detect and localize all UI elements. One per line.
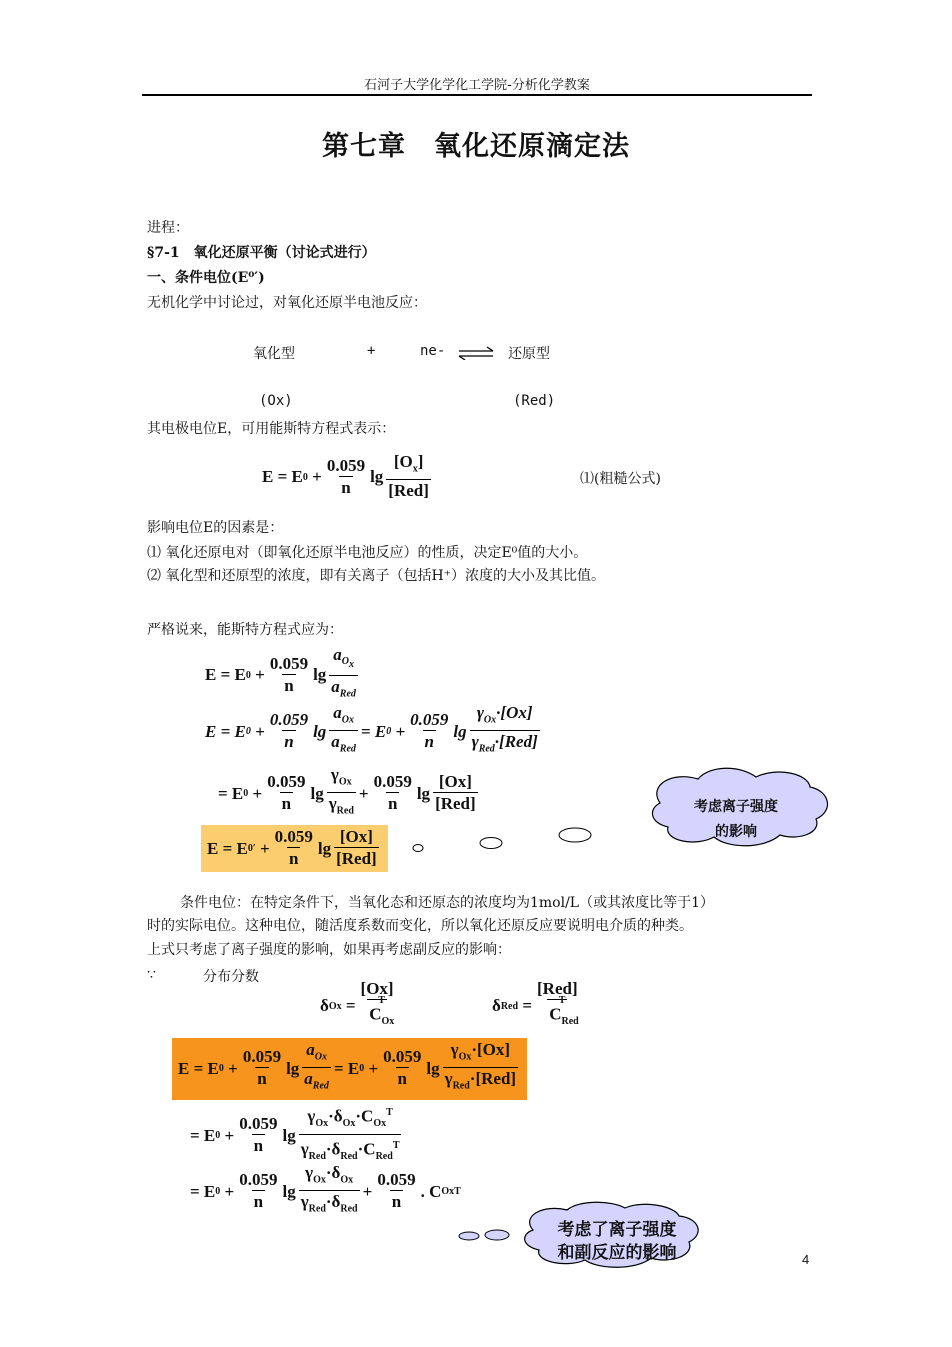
intro-text: 无机化学中讨论过，对氧化还原半电池反应：	[147, 295, 427, 311]
nernst-equation-rough: E = E 0 + 0.059 n lg $[O_x]$ [Red]	[262, 452, 429, 501]
progress-label: 进程：	[147, 220, 189, 236]
reaction-ox-abbr: (Ox)	[259, 393, 293, 409]
reaction-red-abbr: (Red)	[513, 393, 556, 409]
nernst-intro: 其电极电位E，可用能斯特方程式表示：	[147, 421, 396, 437]
delta-red-equation: δ Red = [Red] $C_{Red}^T$	[492, 979, 583, 1033]
page-number: 4	[802, 1252, 810, 1267]
reaction-plus: +	[367, 343, 376, 359]
subsection-title: 一、条件电位(E⁰′)	[147, 270, 265, 286]
page-header: 石河子大学化学化工学院-分析化学教案	[364, 78, 590, 93]
nernst-split-equation: = E 0 + 0.059 n lg $\gamma_{Ox}$ $\gamma_{Red}$ + 0.059 n lg [Ox] [Red]	[218, 765, 481, 823]
callout2-line1: 考虑了离子强度	[557, 1220, 677, 1240]
section-title: §7-1 氧化还原平衡（讨论式进行）	[147, 245, 376, 261]
paragraph-line3: 上式只考虑了离子强度的影响，如果再考虑副反应的影响：	[147, 942, 511, 958]
distribution-label: 分布分数	[203, 969, 259, 985]
conditional-potential-equation: E = E 0′ + 0.059 n lg [Ox] [Red]	[201, 825, 388, 872]
reaction-ox: 氧化型	[253, 346, 295, 362]
delta-substituted-equation: = E 0 + 0.059 n lg $\gamma_{Ox}\cdot\delta_{Ox}\cdot C_{Ox}^T$ $\gamma_{Red}\cdot\delta_{Red}\cdot C_{Red}^T$	[190, 1103, 404, 1168]
nernst-gamma-equation: E = E 0 + 0.059 n lg $a_{Ox}$ $a_{Red}$ = E 0 + 0.059 n lg $\gamma_{Ox}\cdot[Ox]$ $\gamma_{Red}\cdot[Red]$	[205, 703, 543, 761]
header-rule	[142, 94, 812, 96]
strict-intro: 严格说来，能斯特方程式应为：	[147, 622, 343, 638]
callout2-line2: 和副反应的影响	[557, 1243, 677, 1263]
callout1-line2: 的影响	[715, 824, 757, 840]
chapter-title: 第七章 氧化还原滴定法	[322, 131, 630, 162]
paragraph-line1: 条件电位：在特定条件下，当氧化态和还原态的浓度均为1mol/L（或其浓度比等于1）	[180, 895, 715, 911]
final-split-equation: = E 0 + 0.059 n lg $\gamma_{Ox}\cdot\delta_{Ox}$ $\gamma_{Red}\cdot\delta_{Red}$ + 0.059 n . C Ox T	[190, 1163, 461, 1221]
activity-conc-equation: E = E 0 + 0.059 n lg $a_{Ox}$ $a_{Red}$ = E 0 + 0.059 n lg $\gamma_{Ox}\cdot[Ox]$ $\gamma_{Red}\cdot[Red]$	[172, 1038, 527, 1100]
factor-1: ⑴ 氧化还原电对（即氧化还原半电池反应）的性质，决定E⁰值的大小。	[147, 545, 588, 561]
because-symbol: ∵	[147, 967, 156, 983]
nernst-activity-equation: E = E 0 + 0.059 n lg $a_{O_x}$ $a_{Red}$	[205, 645, 361, 706]
factor-2: ⑵ 氧化型和还原型的浓度，即有关离子（包括H⁺）浓度的大小及其比值。	[147, 568, 606, 584]
eq1-note: ⑴(粗糙公式)	[580, 471, 661, 487]
factors-intro: 影响电位E的因素是：	[147, 520, 284, 536]
reaction-ne: ne-	[420, 343, 446, 359]
delta-ox-equation: δ Ox = [Ox] $C_{Ox}^T$	[320, 979, 399, 1033]
equilibrium-arrow-icon	[457, 346, 495, 360]
reaction-red: 还原型	[508, 346, 550, 362]
callout1-line1: 考虑离子强度	[694, 799, 778, 815]
paragraph-line2: 时的实际电位。这种电位，随活度系数而变化，所以氧化还原反应要说明电介质的种类。	[147, 918, 693, 934]
